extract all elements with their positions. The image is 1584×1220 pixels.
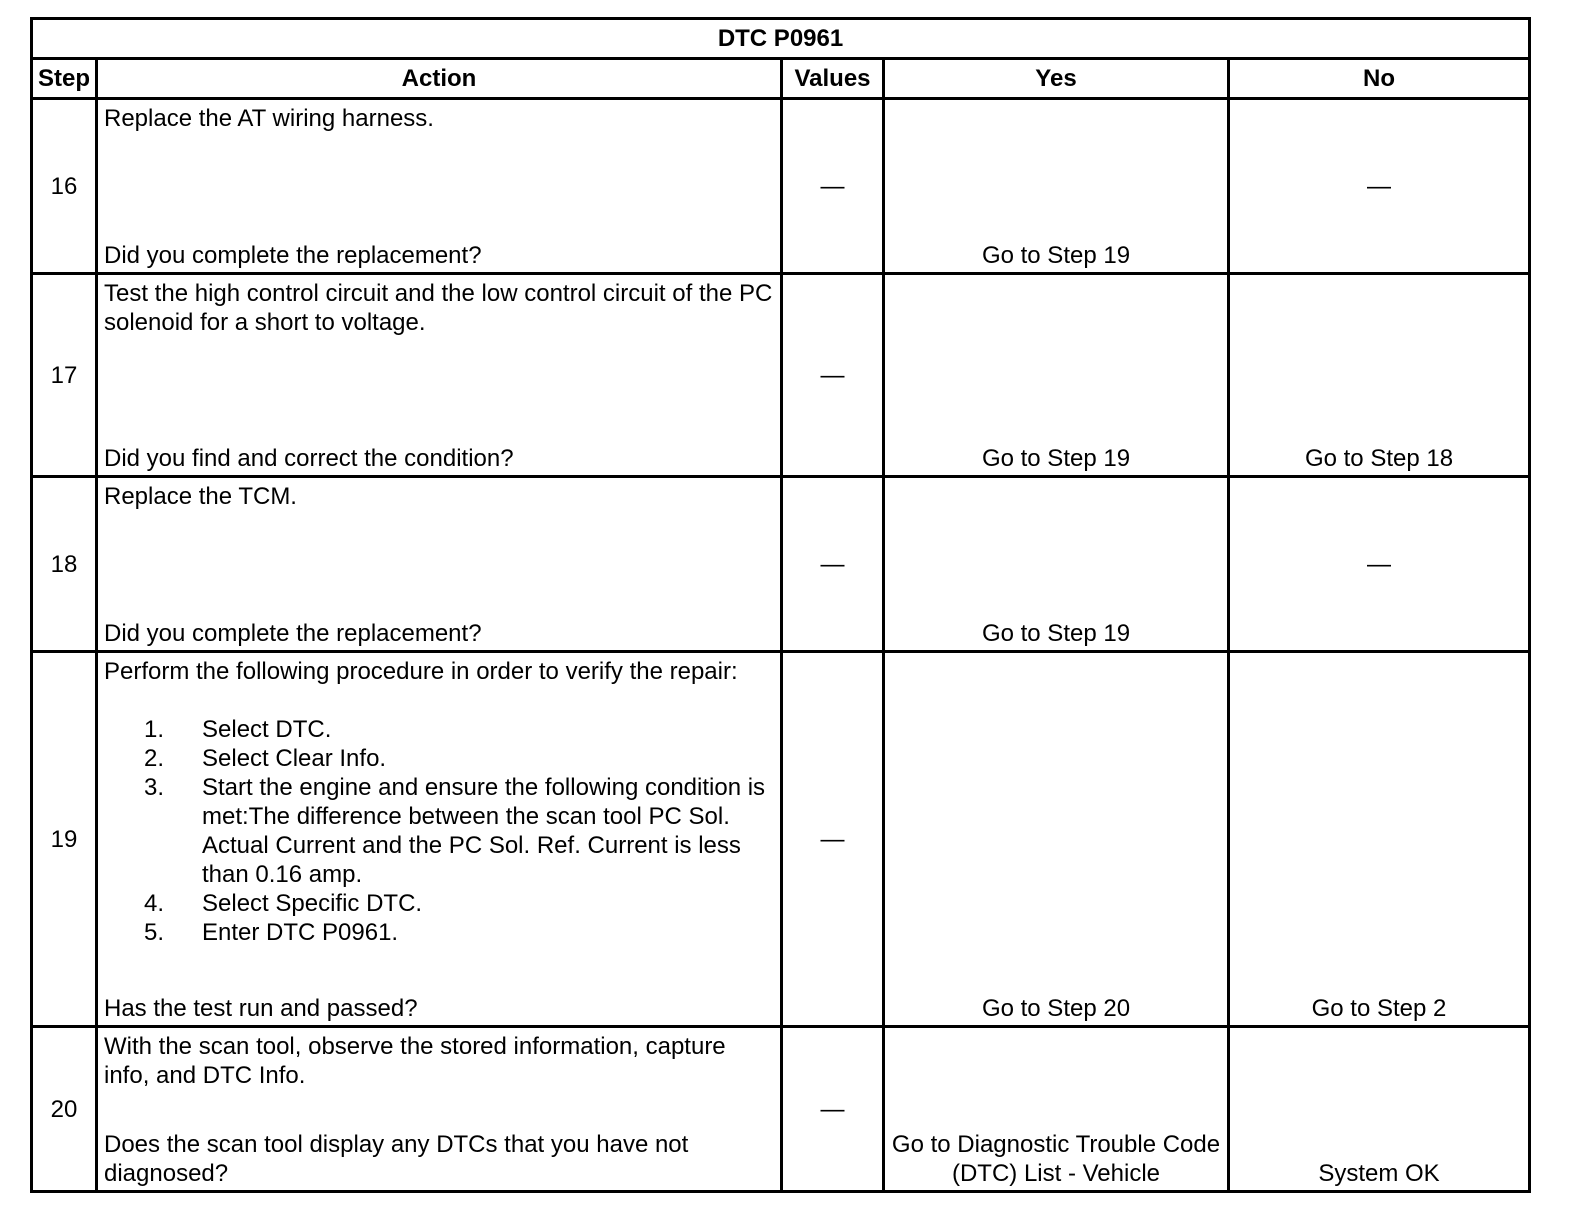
procedure-step xyxy=(104,773,774,889)
action-question: Did you find and correct the condition? xyxy=(104,445,514,472)
title-row xyxy=(32,19,1530,59)
action-intro: Test the high control circuit and the low control circuit of the PC solenoid for a short to voltage. xyxy=(104,280,773,336)
header-yes: Yes xyxy=(884,59,1229,99)
procedure-step-text: Select Specific DTC. xyxy=(202,890,423,917)
procedure-list xyxy=(104,715,774,947)
action-cell xyxy=(97,1027,782,1192)
action-cell xyxy=(97,652,782,1027)
header-values: Values xyxy=(782,59,884,99)
table-row xyxy=(32,477,1530,652)
header-step: Step xyxy=(32,59,97,99)
procedure-step-number: 2. xyxy=(144,745,165,772)
table-row xyxy=(32,274,1530,477)
procedure-step-number: 3. xyxy=(144,774,165,801)
no-result: System OK xyxy=(1229,1027,1530,1192)
values-cell: — xyxy=(782,1027,884,1192)
action-intro: Replace the TCM. xyxy=(104,483,297,510)
step-number: 17 xyxy=(32,274,97,477)
action-intro: With the scan tool, observe the stored information, capture info, and DTC Info. xyxy=(104,1033,726,1089)
table-row xyxy=(32,1027,1530,1192)
procedure-step xyxy=(104,889,774,918)
procedure-step-number: 1. xyxy=(144,716,165,743)
action-intro: Replace the AT wiring harness. xyxy=(104,105,434,132)
procedure-step-text: Start the engine and ensure the following condition is met:The difference between the scan tool PC Sol. Actual Current and the PC Sol. Ref. Current is less than 0.16 amp. xyxy=(202,774,766,888)
no-result: Go to Step 18 xyxy=(1229,274,1530,477)
yes-result: Go to Step 19 xyxy=(884,99,1229,274)
header-row xyxy=(32,59,1530,99)
procedure-step-number: 5. xyxy=(144,919,165,946)
header-no: No xyxy=(1229,59,1530,99)
values-cell: — xyxy=(782,99,884,274)
values-cell: — xyxy=(782,652,884,1027)
step-number: 19 xyxy=(32,652,97,1027)
procedure-step-text: Enter DTC P0961. xyxy=(202,919,399,946)
procedure-step xyxy=(104,744,774,773)
no-result: — xyxy=(1229,99,1530,274)
procedure-step-text: Select DTC. xyxy=(202,716,332,743)
action-cell xyxy=(97,99,782,274)
table-row xyxy=(32,652,1530,1027)
procedure-step xyxy=(104,918,774,947)
yes-result: Go to Step 20 xyxy=(884,652,1229,1027)
header-action: Action xyxy=(97,59,782,99)
step-number: 16 xyxy=(32,99,97,274)
values-cell: — xyxy=(782,274,884,477)
table-row xyxy=(32,99,1530,274)
procedure-step xyxy=(104,715,774,744)
no-result: — xyxy=(1229,477,1530,652)
action-question: Does the scan tool display any DTCs that you have not diagnosed? xyxy=(104,1131,689,1187)
procedure-step-text: Select Clear Info. xyxy=(202,745,387,772)
step-number: 18 xyxy=(32,477,97,652)
values-cell: — xyxy=(782,477,884,652)
procedure-step-number: 4. xyxy=(144,890,165,917)
no-result: Go to Step 2 xyxy=(1229,652,1530,1027)
yes-result: Go to Step 19 xyxy=(884,477,1229,652)
action-intro: Perform the following procedure in order to verify the repair: xyxy=(104,658,738,685)
yes-result: Go to Diagnostic Trouble Code (DTC) List - Vehicle xyxy=(884,1027,1229,1192)
table-title: DTC P0961 xyxy=(32,19,1530,59)
action-question: Did you complete the replacement? xyxy=(104,242,482,269)
action-cell xyxy=(97,477,782,652)
dtc-table xyxy=(30,17,1531,1193)
action-question: Has the test run and passed? xyxy=(104,995,418,1022)
step-number: 20 xyxy=(32,1027,97,1192)
yes-result: Go to Step 19 xyxy=(884,274,1229,477)
action-question: Did you complete the replacement? xyxy=(104,620,482,647)
action-cell xyxy=(97,274,782,477)
